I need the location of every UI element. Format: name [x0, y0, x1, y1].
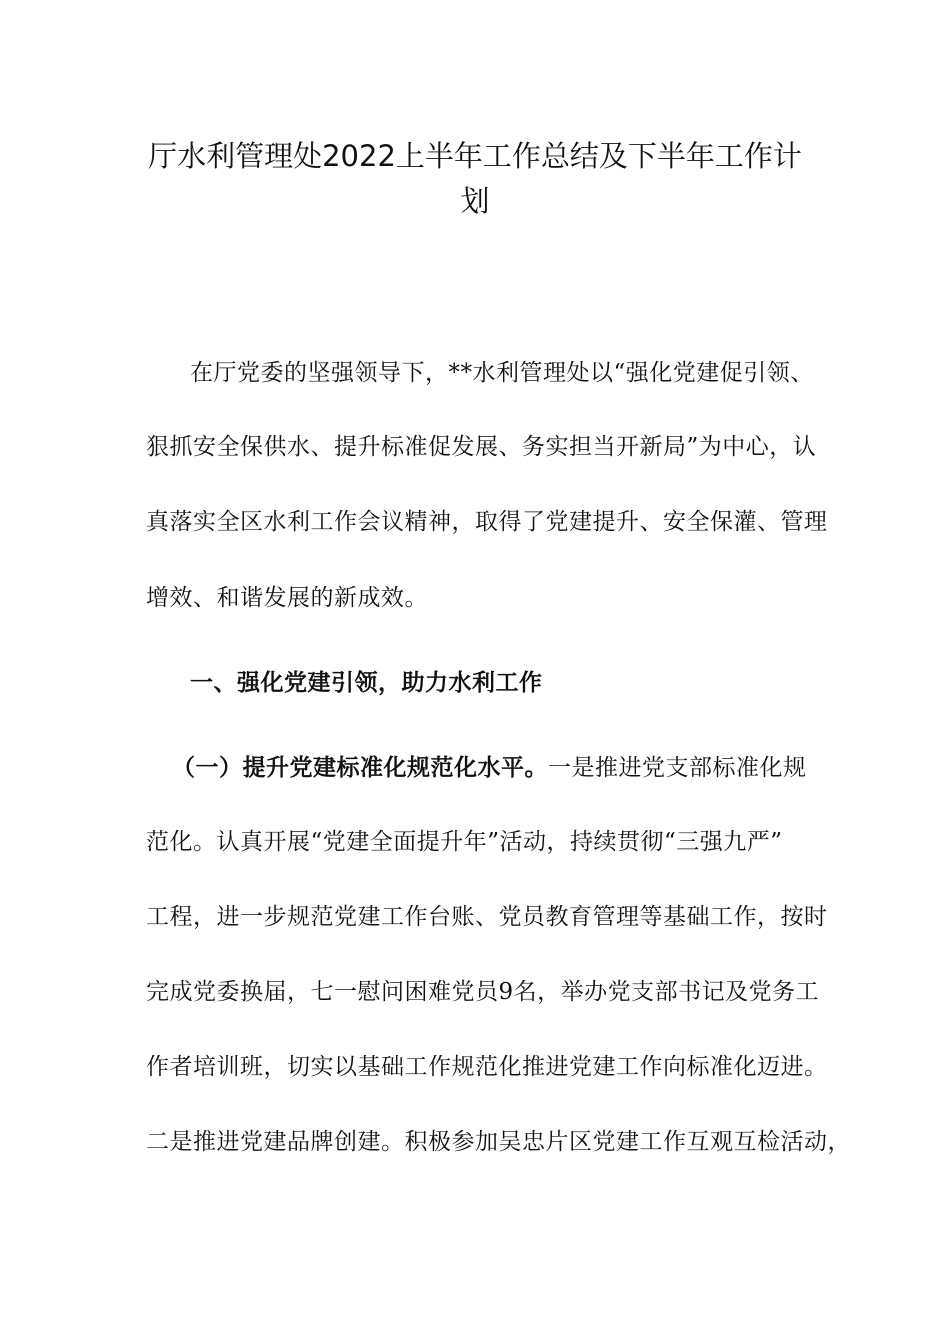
intro-line-1: 在厅党委的坚强领导下，**水利管理处以“强化党建促引领、 — [190, 360, 814, 386]
intro-line-4: 增效、和谐发展的新成效。 — [146, 585, 428, 611]
document-title-line-1: 厅水利管理处2022上半年工作总结及下半年工作计 — [148, 139, 802, 173]
subsection-text-1: 一是推进党支部标准化规 — [548, 755, 807, 781]
intro-line-3: 真落实全区水利工作会议精神，取得了党建提升、安全保灌、管理 — [146, 509, 828, 535]
body-line-3: 完成党委换届，七一慰问困难党员9名，举办党支部书记及党务工 — [146, 979, 820, 1005]
body-line-4: 作者培训班，切实以基础工作规范化推进党建工作向标准化迈进。 — [146, 1054, 828, 1080]
intro-line-2: 狠抓安全保供水、提升标准促发展、务实担当开新局”为中心，认 — [146, 434, 817, 460]
subsection-heading-1: （一）提升党建标准化规范化水平。 — [172, 755, 548, 781]
document-title-line-2: 划 — [460, 184, 490, 218]
body-line-2: 工程，进一步规范党建工作台账、党员教育管理等基础工作，按时 — [146, 904, 828, 930]
body-line-5: 二是推进党建品牌创建。积极参加吴忠片区党建工作互观互检活动， — [146, 1129, 851, 1155]
section-heading-1: 一、强化党建引领，助力水利工作 — [190, 670, 543, 696]
subsection-line-1 — [172, 752, 807, 784]
body-line-1: 范化。认真开展“党建全面提升年”活动，持续贯彻“三强九严” — [146, 829, 783, 855]
